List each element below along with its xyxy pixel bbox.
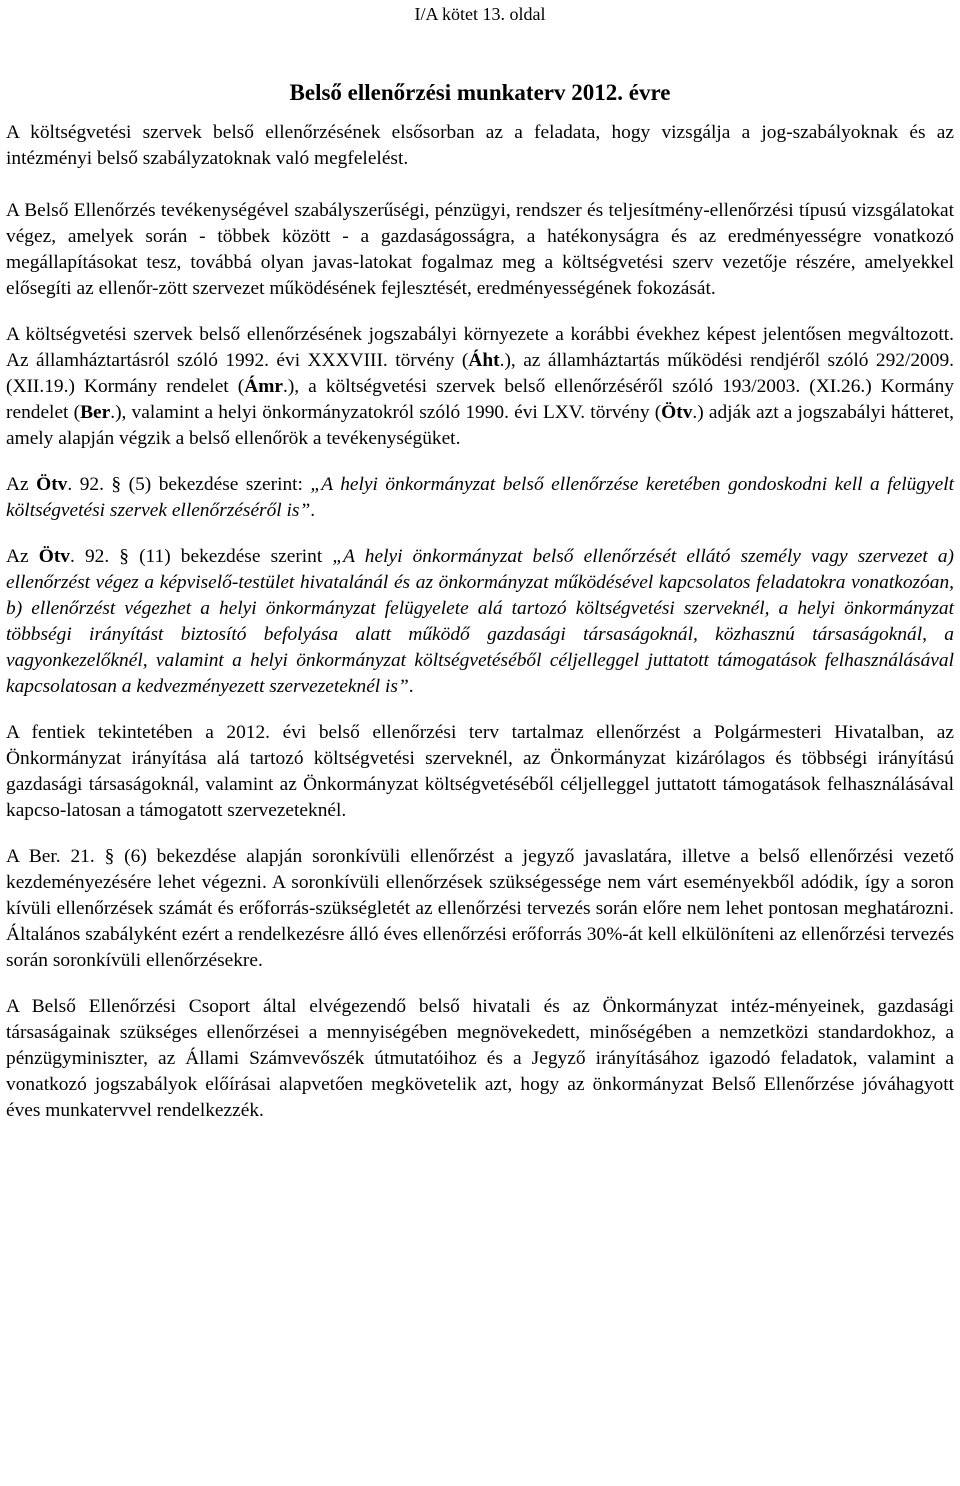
- p3-abbr-amr: Ámr: [244, 376, 283, 397]
- p4-abbr-otv: Ötv: [36, 474, 68, 495]
- p5-text-3: .: [408, 676, 414, 697]
- paragraph-4: [6, 472, 954, 524]
- page-header: I/A kötet 13. oldal: [414, 4, 546, 24]
- p5-quote: „A helyi önkormányzat belső ellenőrzését ellátó személy vagy szervezet a) ellenőrzést végez a képviselő-testület hivatalánál és az önkormányzat működésével kapcsolatos feladatokra vonatkozóan, b) ellenőrzést végezhet a helyi önkormányzat felügyelete alá tartozó költségvetési szerveknél, a helyi önkormányzat többségi irányítást biztosító befolyása alatt működő gazdasági társaságoknál, közhasznú társaságoknál, a vagyonkezelőknél, valamint a helyi önkormányzat költségvetéséből céljelleggel juttatott támogatások felhasználásával kapcsolatosan a kedvezményezett szervezeteknél is”: [6, 546, 954, 697]
- paragraph-7: A Ber. 21. § (6) bekezdése alapján soronkívüli ellenőrzést a jegyző javaslatára, illetve a belső ellenőrzési vezető kezdeményezésére lehet végezni. A soronkívüli ellenőrzések szükségessége nem várt eseményekből adódik, így a soron kívüli ellenőrzések számát és erőforrás-szükségletét az ellenőrzési tervezés során előre nem lehet pontosan meghatározni. Általános szabályként ezért a rendelkezésre álló éves ellenőrzési erőforrás 30%-át kell elkülöníteni az ellenőrzési tervezés során soronkívüli ellenőrzésekre.: [6, 846, 954, 971]
- paragraph-3: [6, 322, 954, 452]
- p3-text-5: .) adják azt a jogszabályi hátteret, amely alapján végzik a belső ellenőrök a tevékenységüket.: [6, 402, 954, 449]
- p5-text-1: Az: [6, 546, 39, 567]
- paragraph-6: A fentiek tekintetében a 2012. évi belső ellenőrzési terv tartalmaz ellenőrzést a Polgármesteri Hivatalban, az Önkormányzat irányítása alá tartozó költségvetési szerveknél, az Önkormányzat kizárólagos és többségi irányítású gazdasági társaságoknál, valamint az Önkormányzat költségvetéséből céljelleggel juttatott támogatások felhasználásával kapcso-latosan a támogatott szervezeteknél.: [6, 722, 954, 821]
- p5-text-2: . 92. § (11) bekezdése szerint: [69, 546, 333, 567]
- p4-text-2: . 92. § (5) bekezdése szerint:: [67, 474, 311, 495]
- paragraph-2: A Belső Ellenőrzés tevékenységével szabályszerűségi, pénzügyi, rendszer és teljesítmény-ellenőrzési típusú vizsgálatokat végez, amelyek során - többek között - a gazdaságosságra, a hatékonyságra és az eredményességre vonatkozó megállapításokat tesz, továbbá olyan javas-latokat fogalmaz meg a költségvetési szerv vezetője részére, amelyekkel elősegíti az ellenőr-zött szervezet működésének fejlesztését, eredményességének fokozását.: [6, 200, 954, 299]
- p3-text-2: .), az államháztartás működési rendjéről szóló 292/2009. (XII.19.) Kormány rendelet (: [6, 350, 954, 397]
- paragraph-5: [6, 544, 954, 700]
- p3-text-1: A költségvetési szervek belső ellenőrzésének jogszabályi környezete a korábbi évekhez képest jelentősen megváltozott. Az államháztartásról szóló 1992. évi XXXVIII. törvény (: [6, 324, 954, 371]
- paragraph-8: A Belső Ellenőrzési Csoport által elvégezendő belső hivatali és az Önkormányzat intéz-ményeinek, gazdasági társaságainak szükséges ellenőrzései a mennyiségében megnövekedett, minőségében a nemzetközi standardokhoz, a pénzügyminiszter, az Állami Számvevőszék útmutatóihoz és a Jegyző irányításához igazodó feladatok, valamint a vonatkozó jogszabályok előírásai alapvetően megkövetelik azt, hogy az önkormányzat Belső Ellenőrzése jóváhagyott éves munkatervvel rendelkezzék.: [6, 996, 954, 1121]
- p4-quote: „A helyi önkormányzat belső ellenőrzése keretében gondoskodni kell a felügyelt költségvetési szervek ellenőrzéséről is”: [6, 474, 954, 521]
- paragraph-1: A költségvetési szervek belső ellenőrzésének elsősorban az a feladata, hogy vizsgálja a jog-szabályoknak és az intézményi belső szabályzatoknak való megfelelést.: [6, 122, 954, 169]
- p3-text-4: .), valamint a helyi önkormányzatokról szóló 1990. évi LXV. törvény (: [110, 402, 662, 423]
- p4-text-3: .: [310, 500, 316, 521]
- p3-text-3: .), a költségvetési szervek belső ellenőrzéséről szóló 193/2003. (XI.26.) Kormány rendelet (: [6, 376, 954, 423]
- p4-text-1: Az: [6, 474, 37, 495]
- p3-abbr-ber: Ber: [80, 402, 111, 423]
- p5-abbr-otv: Ötv: [38, 546, 70, 567]
- p3-abbr-otv: Ötv: [661, 402, 693, 423]
- p3-abbr-aht: Áht: [468, 350, 500, 371]
- document-title: Belső ellenőrzési munkaterv 2012. évre: [289, 80, 671, 105]
